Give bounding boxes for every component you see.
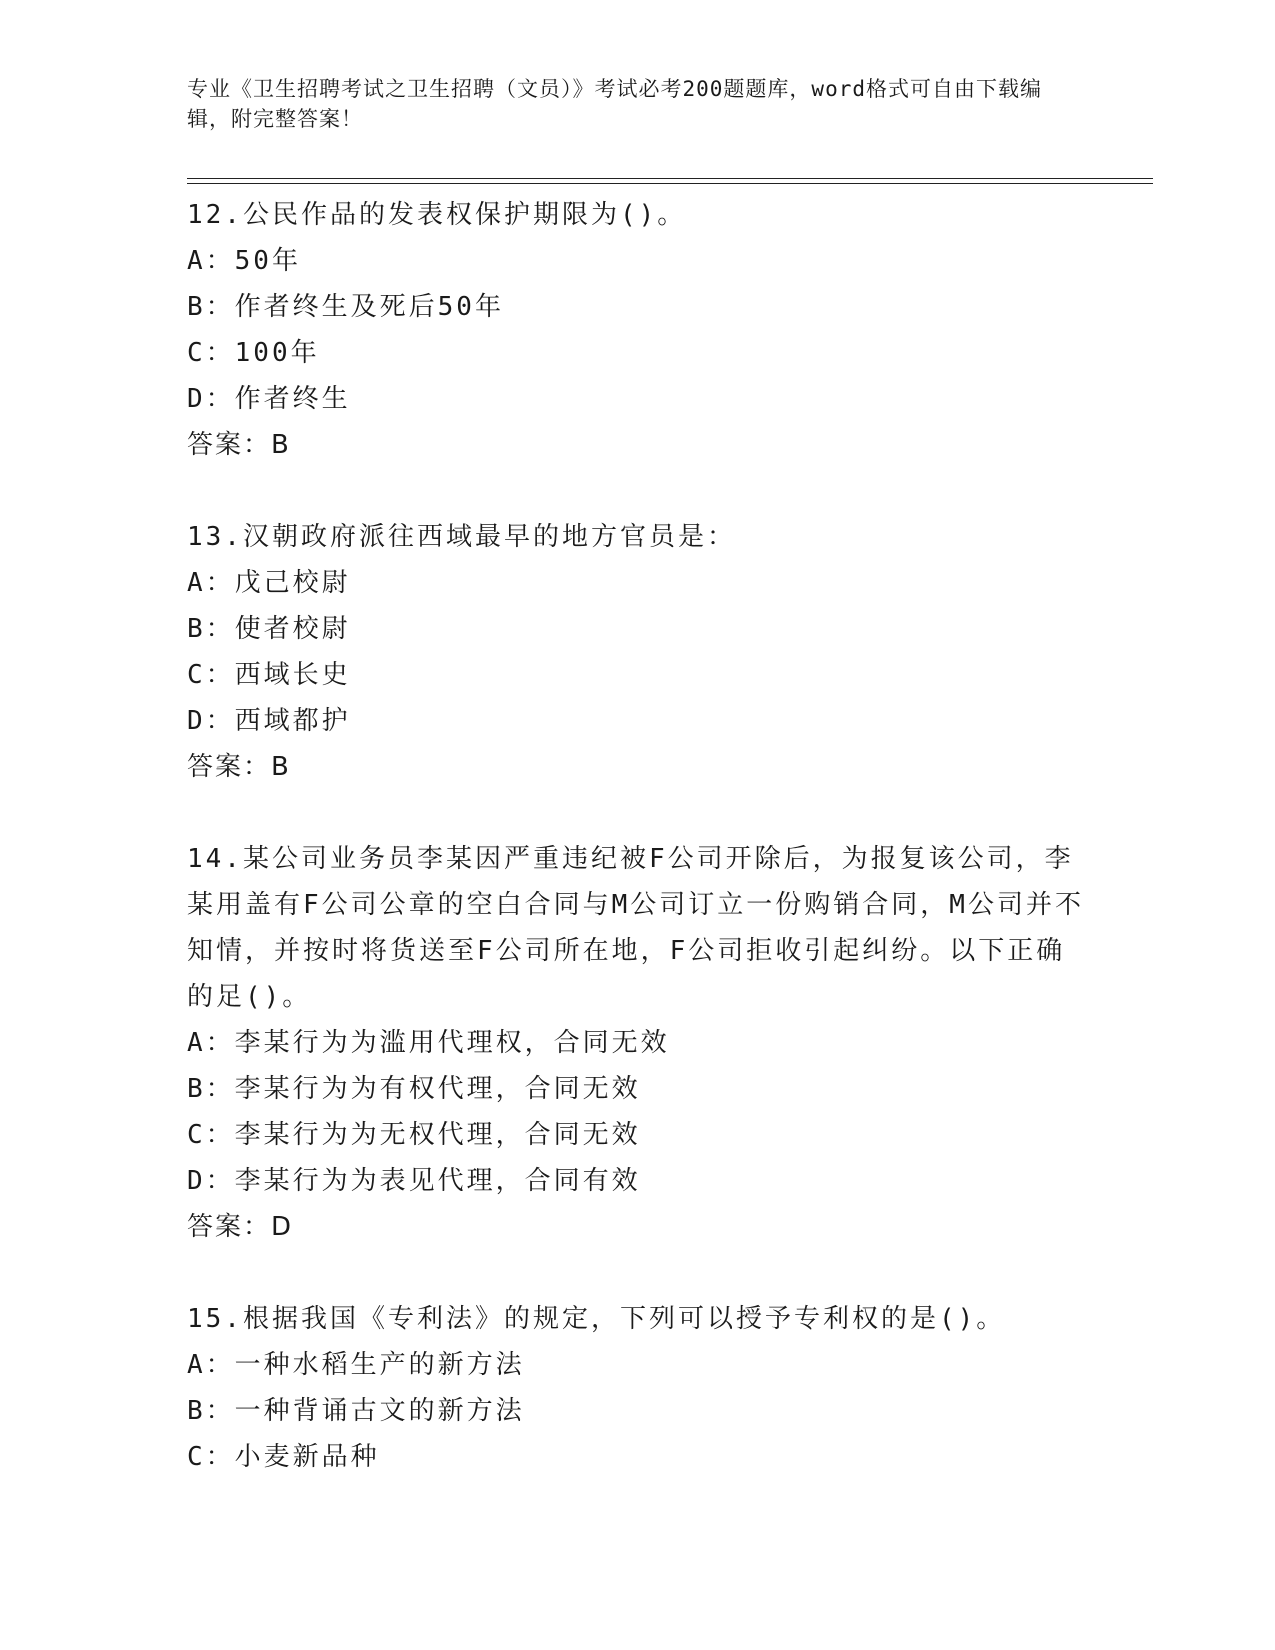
option-b: B：使者校尉: [187, 614, 351, 644]
option-b: B：一种背诵古文的新方法: [187, 1396, 525, 1426]
question-text: 14.某公司业务员李某因严重违纪被F公司开除后，为报复该公司，李某用盖有F公司公章的空白合同与M公司订立一份购销合同，M公司并不知情，并按时将货送至F公司所在地，F公司拒收引起纠纷。以下正确的足()。: [187, 844, 1084, 1012]
option-c: C：小麦新品种: [187, 1442, 380, 1472]
question-text: 13.汉朝政府派往西域最早的地方官员是：: [187, 522, 736, 552]
question-14: [187, 836, 1092, 1250]
answer: 答案：B: [187, 430, 291, 460]
answer: 答案：D: [187, 1212, 294, 1242]
option-a: A：李某行为为滥用代理权，合同无效: [187, 1028, 670, 1058]
option-a: A：戊己校尉: [187, 568, 351, 598]
answer: 答案：B: [187, 752, 291, 782]
question-text: 15.根据我国《专利法》的规定，下列可以授予专利权的是()。: [187, 1304, 1006, 1334]
option-d: D：作者终生: [187, 384, 351, 414]
option-a: A：50年: [187, 246, 301, 276]
question-text: 12.公民作品的发表权保护期限为()。: [187, 200, 687, 230]
header-rule-bottom: [187, 183, 1153, 184]
option-b: B：李某行为为有权代理，合同无效: [187, 1074, 641, 1104]
document-header: 专业《卫生招聘考试之卫生招聘（文员）》考试必考200题题库，word格式可自由下载编辑，附完整答案！: [187, 77, 1042, 131]
option-c: C：李某行为为无权代理，合同无效: [187, 1120, 641, 1150]
header-rule-top: [187, 178, 1153, 179]
question-15: [187, 1296, 1092, 1480]
option-d: D：李某行为为表见代理，合同有效: [187, 1166, 641, 1196]
option-a: A：一种水稻生产的新方法: [187, 1350, 525, 1380]
option-b: B：作者终生及死后50年: [187, 292, 504, 322]
question-list: [187, 192, 1092, 1526]
question-12: [187, 192, 1092, 468]
option-d: D：西域都护: [187, 706, 351, 736]
option-c: C：西域长史: [187, 660, 351, 690]
question-13: [187, 514, 1092, 790]
option-c: C：100年: [187, 338, 320, 368]
